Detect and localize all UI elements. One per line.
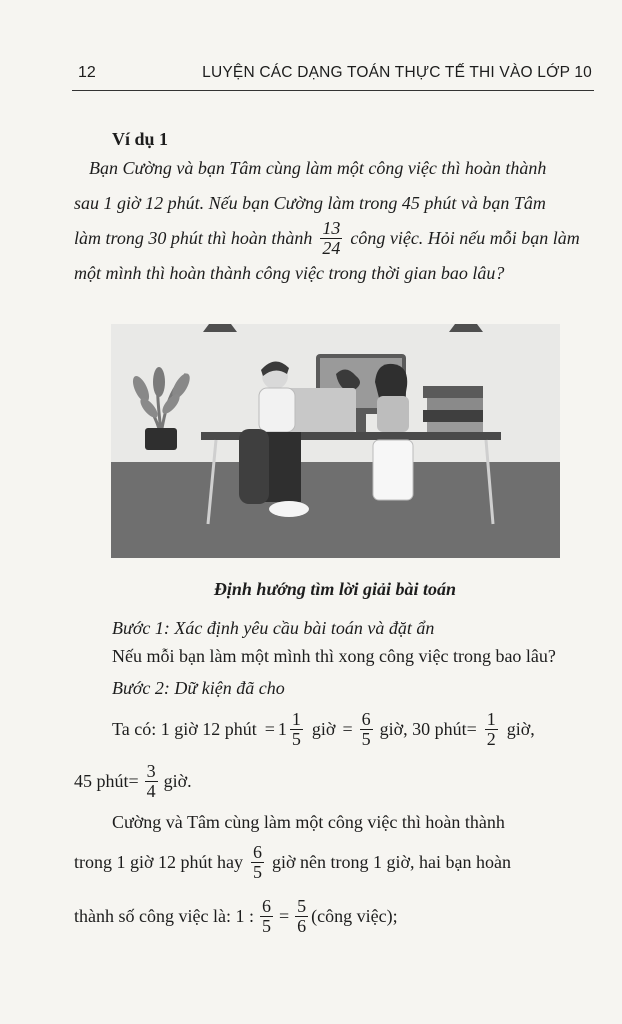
given-line-1: Ta có: 1 giờ 12 phút = 1 $\frac{1}{5}$ giờ = $\frac{6}{5}$ giờ, 30 phút= $\frac{1}{2}$ giờ, [112, 708, 535, 749]
fraction-1-5: $\frac{1}{5}$ [291, 708, 301, 749]
office-illustration [111, 324, 560, 558]
book-title: LUYỆN CÁC DẠNG TOÁN THỰC TẾ THI VÀO LỚP 10 [202, 64, 592, 81]
fraction-5-6: $\frac{5}{6}$ [297, 895, 307, 936]
fraction-6-5-c: $\frac{6}{5}$ [261, 895, 271, 936]
step1-title: Bước 1: Xác định yêu cầu bài toán và đặt ẩn [112, 618, 435, 638]
page-number: 12 [78, 64, 96, 81]
fraction-6-5-b: $\frac{6}{5}$ [253, 841, 263, 882]
fraction-1-2: $\frac{1}{2}$ [486, 708, 496, 749]
left-lamp-icon [203, 324, 237, 332]
problem-line-2: sau 1 giờ 12 phút. Nếu bạn Cường làm trong 45 phút và bạn Tâm [74, 193, 546, 213]
chair [239, 429, 269, 504]
given-line-2: 45 phút= $\frac{3}{4}$ giờ. [74, 760, 192, 801]
para-line-3: thành số công việc là: 1 : $\frac{6}{5}$ = $\frac{5}{6}$ (công việc); [74, 895, 398, 936]
fraction-13-24: $\frac{13}{24}$ [322, 217, 341, 258]
para-line-1: Cường và Tâm cùng làm một công việc thì hoàn thành [112, 812, 505, 832]
step2-title: Bước 2: Dữ kiện đã cho [112, 678, 285, 698]
fraction-6-5: $\frac{6}{5}$ [361, 708, 371, 749]
step1-text: Nếu mỗi bạn làm một mình thì xong công việc trong bao lâu? [112, 646, 556, 666]
para-line-2: trong 1 giờ 12 phút hay $\frac{6}{5}$ giờ nên trong 1 giờ, hai bạn hoàn [74, 841, 512, 882]
laptop [286, 388, 356, 432]
problem-line-1: Bạn Cường và bạn Tâm cùng làm một công việc thì hoàn thành [89, 158, 547, 178]
problem-line-3: làm trong 30 phút thì hoàn thành $\frac{13}{24}$ công việc. Hỏi nếu mỗi bạn làm [74, 217, 580, 258]
books [423, 386, 483, 398]
solution-heading: Định hướng tìm lời giải bài toán [213, 579, 457, 599]
fraction-3-4: $\frac{3}{4}$ [146, 760, 156, 801]
problem-line-4: một mình thì hoàn thành công việc trong thời gian bao lâu? [74, 263, 505, 283]
right-lamp-icon [449, 324, 483, 332]
example-heading: Ví dụ 1 [112, 129, 169, 149]
running-header [72, 58, 594, 91]
